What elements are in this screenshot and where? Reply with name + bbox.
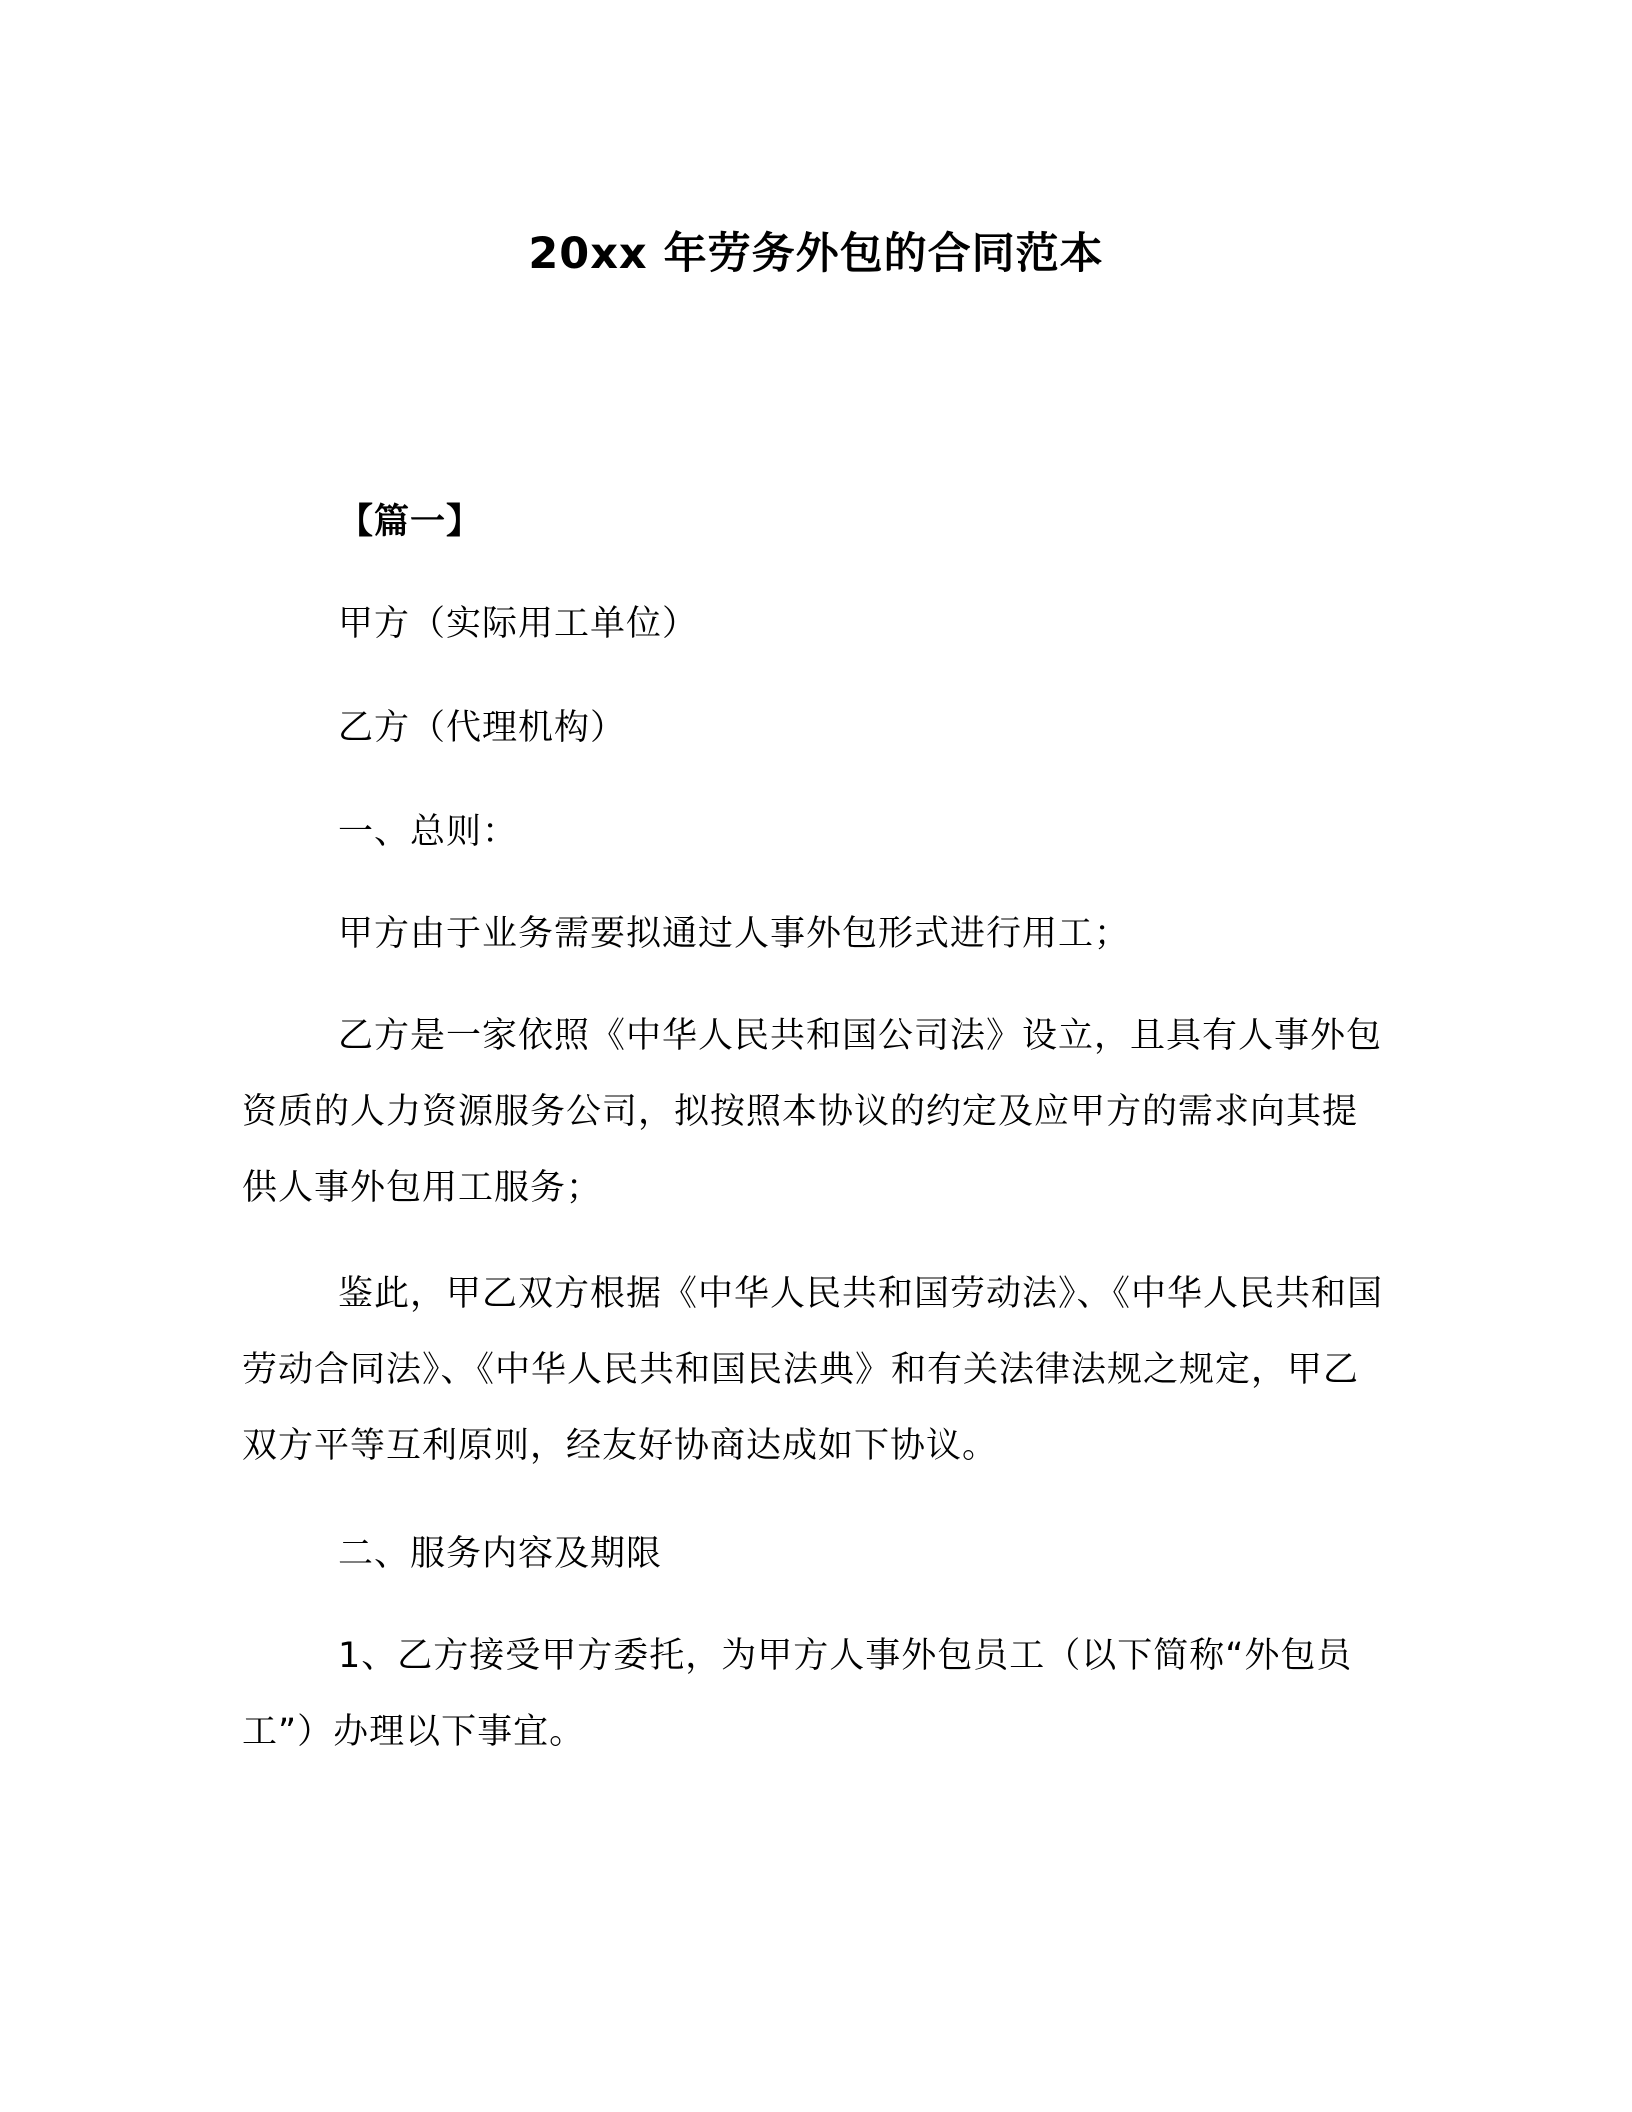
paragraph-service-item-1: 1、乙方接受甲方委托，为甲方人事外包员工（以下简称“外包员工”）办理以下事宜。 — [242, 1636, 1353, 1752]
section-label: 【篇一】 — [338, 502, 483, 542]
document-title: 20xx 年劳务外包的合同范本 — [528, 229, 1104, 279]
paragraph-party-b-qualification: 乙方是一家依照《中华人民共和国公司法》设立，且具有人事外包资质的人力资源服务公司，拟按照本协议的约定及应甲方的需求向其提供人事外包用工服务； — [242, 1016, 1383, 1208]
paragraph-business-need: 甲方由于业务需要拟通过人事外包形式进行用工； — [338, 914, 1131, 954]
heading-service-content: 二、服务内容及期限 — [338, 1534, 663, 1574]
party-a-line: 甲方（实际用工单位） — [338, 604, 699, 644]
heading-general-provisions: 一、总则： — [338, 812, 519, 852]
paragraph-legal-basis: 鉴此，甲乙双方根据《中华人民共和国劳动法》、《中华人民共和国劳动合同法》、《中华人民共和国民法典》和有关法律法规之规定，甲乙双方平等互利原则，经友好协商达成如下协议。 — [242, 1274, 1384, 1466]
party-b-line: 乙方（代理机构） — [338, 708, 627, 748]
